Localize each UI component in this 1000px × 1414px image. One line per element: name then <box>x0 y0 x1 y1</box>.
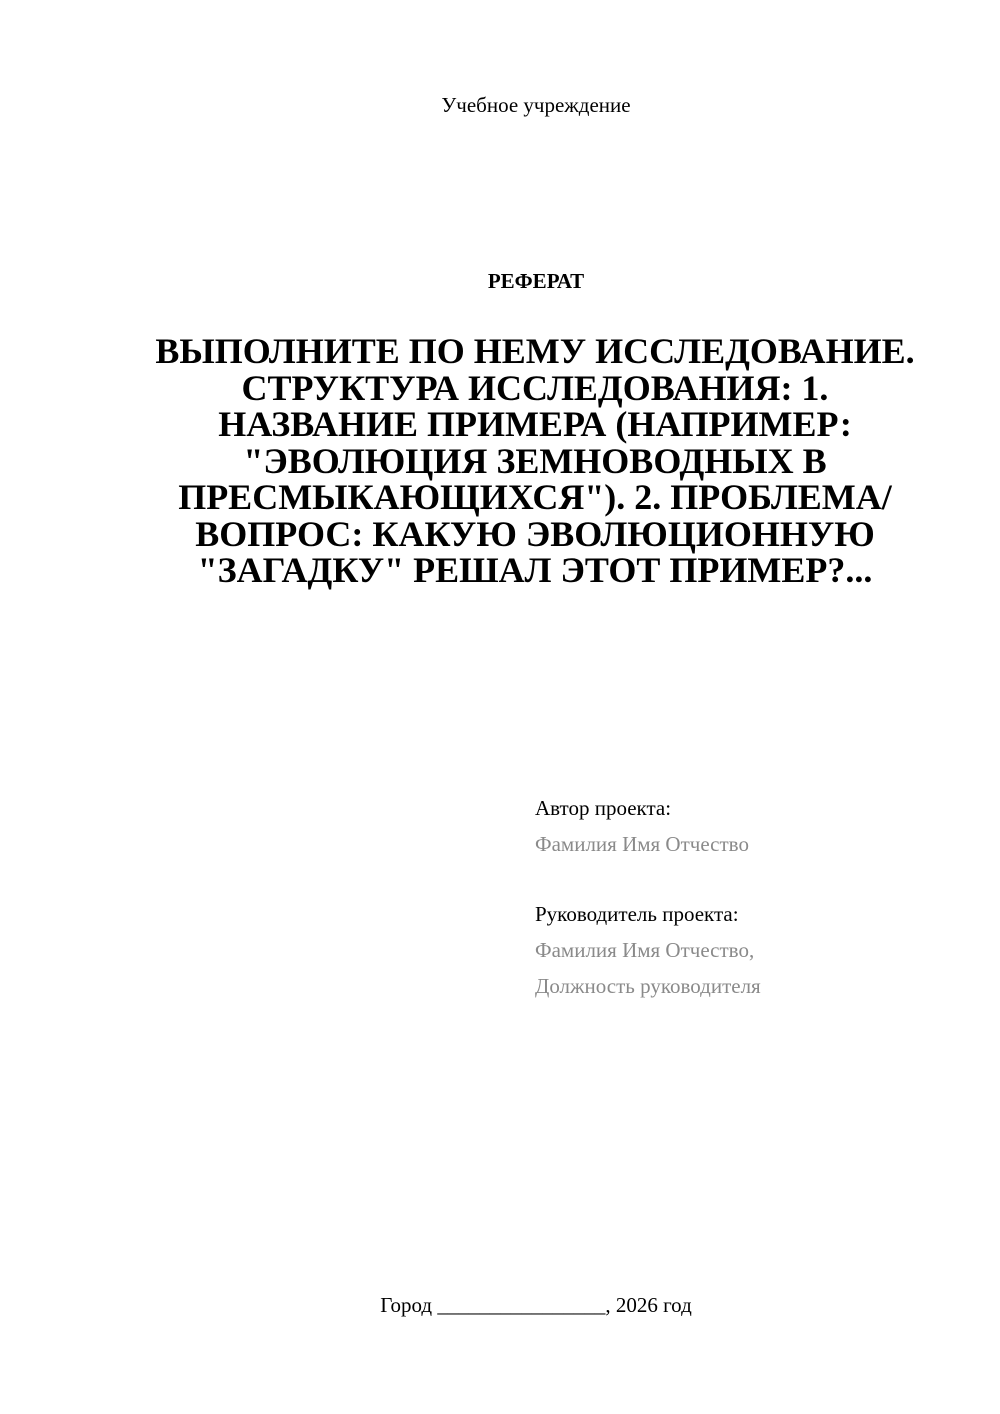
author-block <box>535 790 965 1004</box>
document-type: РЕФЕРАТ <box>487 269 585 293</box>
supervisor-name: Фамилия Имя Отчество, <box>535 938 755 962</box>
supervisor-position: Должность руководителя <box>535 974 761 998</box>
author-label: Автор проекта: <box>535 796 672 820</box>
city-year-line: Город ________________, 2026 год <box>380 1293 692 1317</box>
block-spacer <box>535 862 965 896</box>
institution-name: Учебное учреждение <box>441 93 631 117</box>
supervisor-label: Руководитель проекта: <box>535 902 739 926</box>
document-title: ВЫПОЛНИТЕ ПО НЕМУ ИССЛЕДОВАНИЕ. СТРУКТУРА ИССЛЕДОВАНИЯ: 1. НАЗВАНИЕ ПРИМЕРА (НАПРИМЕР: "ЭВОЛЮЦИЯ ЗЕМНОВОДНЫХ В ПРЕСМЫКАЮЩИХСЯ"). 2. ПРОБЛЕМА/ВОПРОС: КАКУЮ ЭВОЛЮЦИОННУЮ "ЗАГАДКУ" РЕШАЛ ЭТОТ ПРИМЕР?... <box>155 331 915 590</box>
author-name: Фамилия Имя Отчество <box>535 832 749 856</box>
